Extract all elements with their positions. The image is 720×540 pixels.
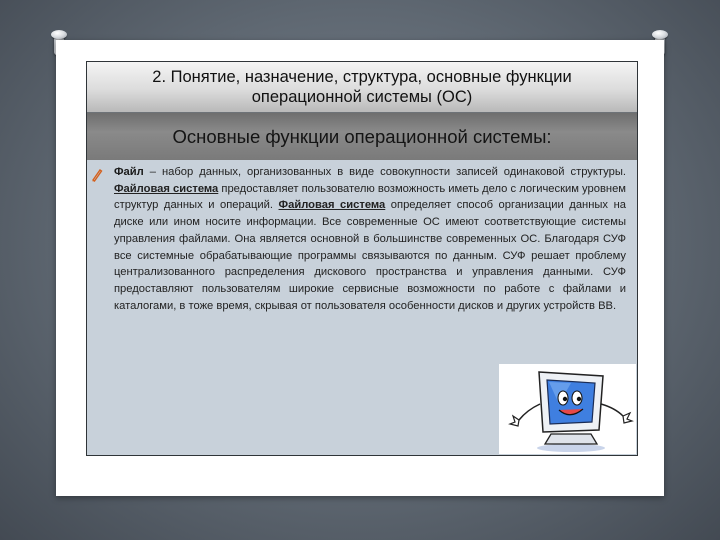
title-bar (87, 62, 637, 113)
paragraph-part-1: – набор данных, организованных в виде совокупности записей одинаковой структуры. (143, 166, 626, 178)
pen-nib-bullet-icon (91, 168, 103, 185)
slide-title: 2. Понятие, назначение, структура, основные функции операционной системы (ОС) (152, 68, 572, 106)
computer-cartoon-icon (499, 364, 636, 454)
body-paragraph (114, 164, 626, 314)
paragraph-part-3: определяет способ организации данных на диске или ином носите информации. Все современные ОС имеют соответствующие системы управления файлами. Она является основной в большинстве современных ОС. Благодаря СУФ все системные обрабатывающие программы связываются по данным. СУФ решает проблему централизованного распределения дискового пространства и управления данными. СУФ предоставляют пользователям широкие сервисные возможности по работе с файлами и каталогами, в тоже время, скрывая от пользователя особенности дисков и других устройств ВВ. (114, 199, 626, 312)
slide-subtitle: Основные функции операционной системы: (172, 126, 552, 147)
subtitle-bar (87, 113, 637, 160)
term-file: Файл (114, 166, 144, 178)
term-file-system-2: Файловая система (278, 199, 386, 212)
term-file-system-1: Файловая система (114, 182, 219, 195)
paragraph-part-2: предоставляет пользователю возможность иметь дело с логическим уровнем структур данных и операций. (114, 182, 626, 212)
